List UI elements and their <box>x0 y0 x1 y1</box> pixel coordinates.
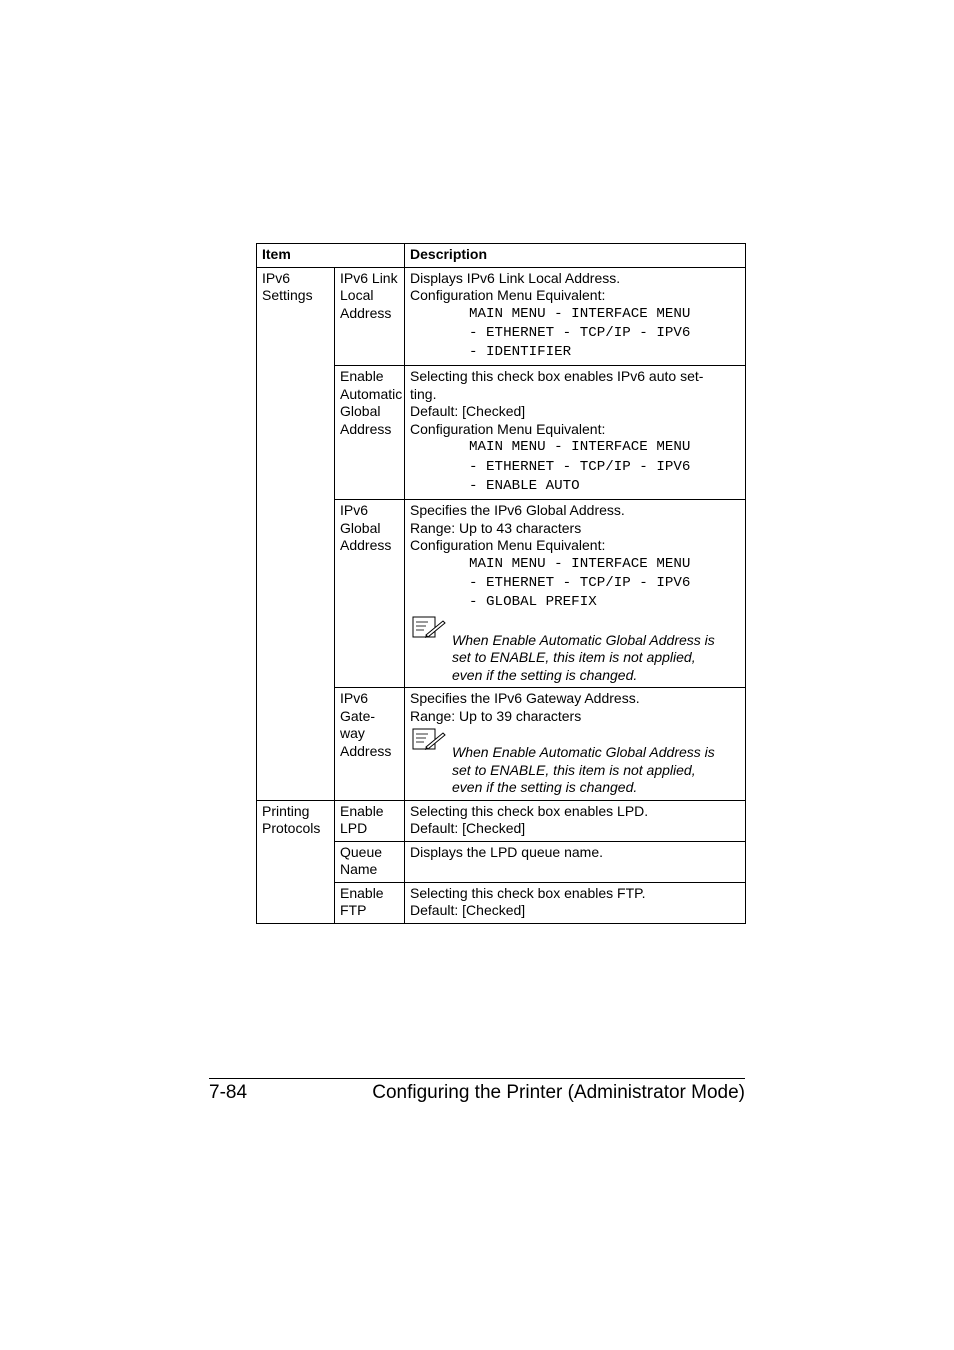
note <box>410 632 742 685</box>
sub-item-label: Address <box>340 420 392 437</box>
note-pencil-icon <box>412 727 446 751</box>
menu-path <box>410 438 742 496</box>
menu-path-line: MAIN MENU - INTERFACE MENU <box>469 555 691 572</box>
footer-rule <box>209 1078 745 1079</box>
menu-path-line: - ETHERNET - TCP/IP - IPV6 <box>469 324 691 341</box>
table-row <box>257 800 746 841</box>
description-text: Default: [Checked] <box>410 820 526 837</box>
description-text: Selecting this check box enables IPv6 auto set- <box>410 368 704 385</box>
note-text: When Enable Automatic Global Address is <box>452 744 715 761</box>
description-text: Displays the LPD queue name. <box>410 843 604 860</box>
sub-item-label: Address <box>340 537 392 554</box>
sub-item-label: Address <box>340 304 392 321</box>
note-text: even if the setting is changed. <box>452 666 638 683</box>
description-text: Range: Up to 39 characters <box>410 707 582 724</box>
description-text: ting. <box>410 385 437 402</box>
sub-item-cell <box>335 500 405 688</box>
note-text: set to ENABLE, this item is not applied, <box>452 761 696 778</box>
sub-item-label: IPv6 Gate- <box>340 690 376 724</box>
description-text: Displays IPv6 Link Local Address. <box>410 269 621 286</box>
menu-path-line: MAIN MENU - INTERFACE MENU <box>469 439 691 456</box>
menu-path-line: - IDENTIFIER <box>469 344 572 361</box>
sub-item-cell <box>335 882 405 923</box>
sub-item-label: LPD <box>340 820 368 837</box>
header-item: Item <box>257 244 405 268</box>
table-header-row <box>257 244 746 268</box>
menu-path-line: - ETHERNET - TCP/IP - IPV6 <box>469 458 691 475</box>
sub-item-cell <box>335 688 405 801</box>
note-text: When Enable Automatic Global Address is <box>452 631 715 648</box>
sub-item-label: FTP <box>340 902 367 919</box>
note <box>410 744 742 797</box>
sub-item-label: Enable <box>340 802 384 819</box>
note-text: set to ENABLE, this item is not applied, <box>452 649 696 666</box>
description-text: Specifies the IPv6 Gateway Address. <box>410 690 640 707</box>
description-cell <box>405 267 746 366</box>
description-cell <box>405 500 746 688</box>
sub-item-label: Enable <box>340 884 384 901</box>
sub-item-label: IPv6 Link <box>340 269 398 286</box>
item-label: IPv6 <box>262 269 291 286</box>
chapter-title: Configuring the Printer (Administrator Mode) <box>372 1082 745 1103</box>
item-label: Protocols <box>262 820 321 837</box>
description-text: Configuration Menu Equivalent: <box>410 420 606 437</box>
page-number: 7-84 <box>209 1082 248 1103</box>
description-cell <box>405 688 746 801</box>
description-text: Specifies the IPv6 Global Address. <box>410 502 625 519</box>
description-text: Range: Up to 43 characters <box>410 519 582 536</box>
sub-item-label: Global <box>340 403 381 420</box>
menu-path-line: MAIN MENU - INTERFACE MENU <box>469 305 691 322</box>
description-text: Configuration Menu Equivalent: <box>410 287 606 303</box>
table-row <box>257 267 746 366</box>
note-text: even if the setting is changed. <box>452 779 638 796</box>
sub-item-label: Global <box>340 519 381 536</box>
sub-item-cell <box>335 267 405 366</box>
description-cell <box>405 841 746 882</box>
sub-item-label: Enable <box>340 368 384 385</box>
sub-item-cell <box>335 841 405 882</box>
menu-path <box>410 305 742 363</box>
item-cell <box>257 267 335 800</box>
sub-item-cell <box>335 800 405 841</box>
description-cell <box>405 366 746 500</box>
item-label: Settings <box>262 287 313 303</box>
description-text: Default: [Checked] <box>410 403 526 420</box>
sub-item-label: Automatic <box>340 385 403 402</box>
menu-path-line: - ENABLE AUTO <box>469 477 580 494</box>
description-text: Selecting this check box enables LPD. <box>410 802 649 819</box>
description-text: Configuration Menu Equivalent: <box>410 537 606 554</box>
sub-item-label: Address <box>340 742 392 759</box>
sub-item-label: way <box>340 725 365 742</box>
menu-path <box>410 555 742 613</box>
header-description: Description <box>405 244 746 268</box>
note-pencil-icon <box>412 615 446 639</box>
menu-path-line: - GLOBAL PREFIX <box>469 594 597 611</box>
settings-table <box>256 243 746 924</box>
sub-item-label: Name <box>340 861 378 878</box>
sub-item-label: Queue <box>340 843 383 860</box>
sub-item-label: Local <box>340 287 374 303</box>
item-label: Printing <box>262 802 310 819</box>
description-text: Selecting this check box enables FTP. <box>410 884 646 901</box>
description-text: Default: [Checked] <box>410 902 526 919</box>
sub-item-label: IPv6 <box>340 502 369 519</box>
sub-item-cell <box>335 366 405 500</box>
menu-path-line: - ETHERNET - TCP/IP - IPV6 <box>469 575 691 592</box>
description-cell <box>405 800 746 841</box>
item-cell <box>257 800 335 923</box>
description-cell <box>405 882 746 923</box>
